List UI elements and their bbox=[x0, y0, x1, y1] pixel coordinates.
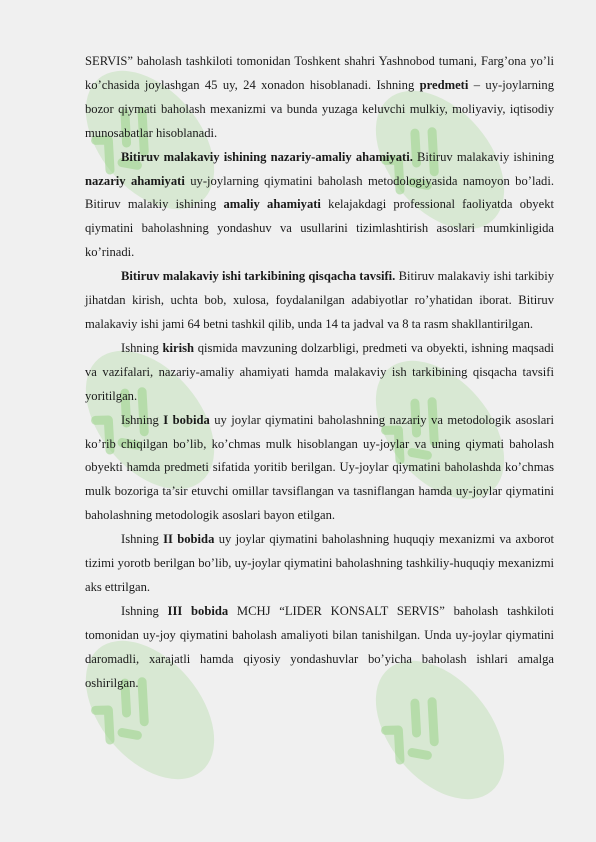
paragraph-text: qismida mavzuning dolzarbligi, predmeti va obyekti, ishning maqsadi va vazifalari, nazariy-amaliy ahamiyati hamda malakaviy ish tarkibining qisqacha tavsifi yoritilgan. bbox=[85, 340, 554, 403]
paragraph-text: Ishning bbox=[121, 412, 164, 427]
body-paragraph bbox=[85, 265, 554, 337]
paragraph-text: Bitiruv malakaviy ishining bbox=[412, 149, 554, 164]
body-paragraph bbox=[85, 337, 554, 409]
body-paragraph bbox=[85, 409, 554, 529]
paragraph-text: uy-joylarning qiymatini baholash metodologiyasida namoyon bo’ladi. Bitiruv malakiy ishining bbox=[85, 173, 554, 212]
paragraph-text: Ishning bbox=[121, 532, 164, 547]
bold-term: III bobida bbox=[167, 603, 229, 618]
bold-term: kirish bbox=[162, 340, 195, 355]
bold-term: amaliy ahamiyati bbox=[223, 197, 321, 212]
body-paragraph bbox=[85, 146, 554, 266]
paragraph-text: kelajakdagi professional faoliyatda obyekt qiymatini baholashning yondashuv va usullarini tizimlashtirish asoslari mumkinligida ko’rinadi. bbox=[85, 197, 554, 260]
paragraph-text: Bitiruv malakaviy ishi tarkibiy jihatdan kirish, uchta bob, xulosa, foydalanilgan adabiyotlar ro’yhatidan iborat. Bitiruv malakaviy ishi jami 64 betni tashkil qilib, unda 14 ta jadval va 8 ta rasm shakllantirilgan. bbox=[85, 269, 554, 331]
paragraph-text: MCHJ “LIDER KONSALT SERVIS” baholash tashkiloti tomonidan uy-joy qiymatini baholash amaliyoti bilan tanishilgan. Unda uy-joylar qiymatini daromadli, xarajatli hamda qiyosiy yondashuvlar bo’yicha baholash ishlari amalga oshirilgan. bbox=[85, 603, 554, 690]
bold-term: predmeti bbox=[419, 77, 469, 92]
body-paragraph bbox=[85, 600, 554, 696]
body-paragraph bbox=[85, 528, 554, 600]
bold-term: II bobida bbox=[163, 532, 215, 547]
paragraph-text: Ishning bbox=[121, 603, 168, 618]
bold-term: I bobida bbox=[163, 412, 210, 427]
watermark-mark bbox=[378, 694, 456, 771]
paragraph-text: Ishning bbox=[121, 340, 163, 355]
paragraph-text: – uy-joylarning bozor qiymati baholash mexanizmi va bunda yuzaga keluvchi mulkiy, moliyaviy, iqtisodiy munosabatlar hisoblanadi. bbox=[85, 77, 554, 140]
paragraph-text: SERVIS” baholash tashkiloti tomonidan Toshkent shahri Yashnobod tumani, Farg’ona yo’li ko’chasida joylashgan 45 uy, 24 xonadon hisoblanadi. Ishning bbox=[85, 54, 554, 92]
bold-term: Bitiruv malakaviy ishining nazariy-amaliy ahamiyati. bbox=[121, 149, 413, 164]
paragraph-text: uy joylar qiymatini baholashning nazariy va metodologik asoslari ko’rib chiqilgan bo’lib, ko’chmas mulk hisoblangan uy-joylar va uning qiymati baholash obyekti hamda predmeti sifatida yoritib berilgan. Uy-joylar qiymatini baholashda ko’chmas mulk bozoriga ta’sir etuvchi omillar tavsiflangan va tasniflangan hamda uy-joylar qiymatini baholashning metodologik asoslari bayon etilgan. bbox=[85, 412, 554, 523]
bold-term: Bitiruv malakaviy ishi tarkibining qisqacha tavsifi. bbox=[121, 269, 396, 284]
bold-term: nazariy ahamiyati bbox=[85, 173, 185, 188]
paragraph-text: uy joylar qiymatini baholashning huquqiy mexanizmi va axborot tizimi yorotb berilgan bo’lib, uy-joylar qiymatini baholashning tashkiliy-huquqiy mexanizmi aks ettrilgan. bbox=[85, 532, 554, 594]
document-page bbox=[85, 50, 554, 695]
body-paragraph bbox=[85, 50, 554, 146]
